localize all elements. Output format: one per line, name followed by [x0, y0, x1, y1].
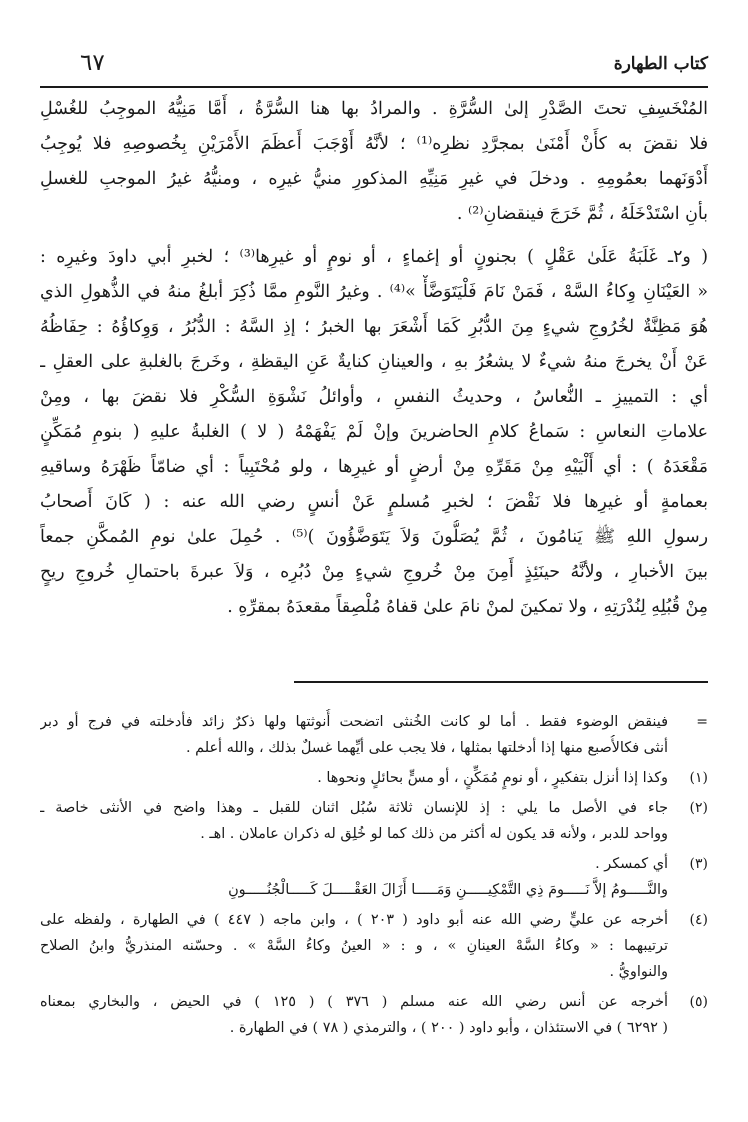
footnote-line: أخرجه عن أنس رضي الله عنه مسلم ( ٣٧٦ ) ( ١٢٥ ) في الحيض ، والبخاري بمعناه [40, 994, 668, 1010]
footnote-4 [40, 907, 708, 985]
footnote-mark: (٥) [689, 994, 708, 1010]
footnote-continuation [40, 709, 708, 761]
paragraph-gap [40, 232, 708, 240]
header-rule [40, 86, 708, 88]
footnote-mark: (١) [689, 770, 708, 786]
text-line: مِنْ قُبُلِهِ لِنُدْرَتِهِ ، ولا تمكينَ لمنْ نامَ علىٰ قفاهُ مُلْصِقاً مقعدَهُ بمقرِّهِ . [227, 597, 708, 617]
text-line: أَدْوَنَهما بعمُومِهِ . ودخلَ في غيرِ مَنِيِّهِ المذكورِ منيُّ غيرِه ، ومنيُّهُ غيرُ الموجبِ للغسلِ [40, 169, 708, 189]
footnote-5 [40, 989, 708, 1041]
footnote-separator [294, 681, 708, 683]
footnote-line: أنثى فكالأُصبع منها إذا أدخلتها بمثلها ، فلا يجب على أيِّهما غسلٌ بذلك ، والله أعلم . [185, 740, 668, 756]
text-line: هُوَ مَظِنَّةٌ لخُرُوجِ شيءٍ مِنَ الدُّبُرِ كَمَا أَشْعَرَ بها الخبرُ ؛ إذِ السَّهُ : الدُّبُرُ ، وَوِكاؤُهُ : حِفَاظُهُ [40, 317, 708, 337]
footnote-line: أي كمسكر . [595, 856, 668, 872]
page-header [40, 50, 708, 84]
footnotes [40, 709, 708, 1041]
footnote-1 [40, 765, 708, 791]
footnote-mark: (٤) [689, 912, 708, 928]
footnote-3 [40, 851, 708, 903]
footnote-mark: (٢) [689, 800, 708, 816]
text-line: عَنْ أَنْ يخرجَ منهُ شيءٌ لا يشعُرُ بهِ ، والعينانِ كنايةٌ عَنِ اليقظةِ ، وخَرجَ بالغلبةِ على العقلِ ـ [40, 352, 708, 372]
text-line: بعمامةٍ أو غيرِها فلا نَقْضَ ؛ لخبرِ مُسلمٍ عَنْ أنسٍ رضي الله عنه : ( كَانَ أَصحابُ [40, 492, 708, 512]
text-line: رسولِ اللهِ ﷺ يَنامُونَ ، ثُمَّ يُصَلُّونَ وَلاَ يَتَوَضَّؤُونَ )⁽⁵⁾ . حُمِلَ علىٰ نومِ المُمكَّنِ جمعاً [40, 527, 708, 547]
chapter-title: كتاب الطهارة [613, 54, 708, 74]
text-line: فلا نقضَ به كأَنْ أَمْنَىٰ بمجرَّدِ نظرِه⁽¹⁾ ؛ لأنَّهُ أَوْجَبَ أَعظَمَ الأَمْرَيْنِ بِخُصوصِهِ فلا يُوجِبُ [40, 134, 708, 154]
text-line: علاماتِ النعاسِ : سَماعُ كلامِ الحاضرينَ وإنْ لَمْ يَفْهَمْهُ ( لا ) الغلبةُ عليهِ ( بنومِ مُمَكِّنٍ [40, 422, 708, 442]
text-line: « العَيْنَانِ وِكاءُ السَّهْ ، فَمَنْ نَامَ فَلْيَتَوَضَّأْ »⁽⁴⁾ . وغيرُ النَّومِ ممَّا ذُكِرَ أبلغُ منهُ في الذُّهولِ الذي [40, 282, 708, 302]
text-line: المُنْخَسِفِ تحتَ الصَّدْرِ إلىٰ السُّرَّةِ . والمرادُ بها هنا السُّرَّةُ ، أَمَّا مَنِيُّهُ الموجِبُ للغُسْلِ [40, 99, 708, 119]
footnote-2 [40, 795, 708, 847]
text-line: أي : التمييزِ ـ النُّعاسُ ، وحديثُ النفسِ ، وأوائلُ نَشْوَةِ السُّكْرِ فلا نقضَ بها ، ومِنْ [40, 387, 708, 407]
footnote-verse: والنَّـــــومُ إلاَّ نَـــــومَ ذِي التَّمْكِيـــــنِ وَمَـــــا أَزَالَ العَقْـــــلَ كَـــــالْجُنُـــــونِ [228, 882, 668, 898]
footnote-mark: (٣) [689, 856, 708, 872]
main-text [40, 92, 708, 625]
text-line: بينَ الأخبارِ ، ولأنَّهُ حينَئِذٍ أَمِنَ مِنْ خُروجِ شيءٍ مِنْ دُبُرِه ، وَلاَ عبرةَ باحتمالِ خُروجِ ريحٍ [40, 562, 708, 582]
footnote-line: وكذا إذا أنزل بتفكيرٍ ، أو نومٍ مُمَكِّنٍ ، أو مسٍّ بحائلٍ ونحوها . [317, 770, 668, 786]
text-line: بأنِ اسْتَدْخَلَهُ ، ثُمَّ خَرَجَ فينقضانِ⁽²⁾ . [456, 204, 708, 224]
footnote-line: فينقض الوضوء فقط . أما لو كانت الخُنثى اتضحت أُنوثتها ولها ذكرٌ زائد فأدخلته في فرج أو دبر [40, 714, 668, 730]
page-number: ٦٧ [80, 50, 105, 76]
footnote-line: ( ٦٢٩٢ ) في الاستئذان ، وأبو داود ( ٢٠٠ ) ، والترمذي ( ٧٨ ) في الطهارة . [229, 1020, 668, 1036]
footnote-line: وواحد للدبر ، ولأنه قد يكون له أكثر من ذلك كما لو خُلِق له ذكران عاملان . اهـ . [200, 826, 668, 842]
footnote-line: ترتيبهما : « وكاءُ السَّهْ العينانِ » ، و : « العينُ وكاءُ السَّهْ » . وحسّنه المنذريُّ وابنُ الصلاح [40, 938, 668, 954]
text-line: ( و٢ـ غَلَبَةُ عَلَىٰ عَقْلٍ ) بجنونٍ أو إغماءٍ ، أو نومٍ أو غيرِها⁽³⁾ ؛ لخبرِ أبي داودَ وغيرِه : [40, 247, 708, 267]
footnote-line: جاء في الأصل ما يلي : إذ للإنسان ثلاثة سُبُل اثنان للقبل ـ وهذا واضح في الأنثى خاصة ـ [40, 800, 668, 816]
footnote-mark: = [696, 714, 708, 730]
text-line: مَقْعَدَهُ ) : أي أَلْيَيْهِ مِنْ مَقَرِّهِ مِنْ أرضٍ أو غيرِها ، ولو مُحْتَبِياً : أي ضامّاً ظَهْرَهُ وساقيهِ [40, 457, 708, 477]
footnote-line: والنواويُّ . [609, 964, 668, 980]
footnote-line: أخرجه عن عليٍّ رضي الله عنه أبو داود ( ٢٠٣ ) ، وابن ماجه ( ٤٤٧ ) في الطهارة ، ولفظه على [40, 912, 668, 928]
